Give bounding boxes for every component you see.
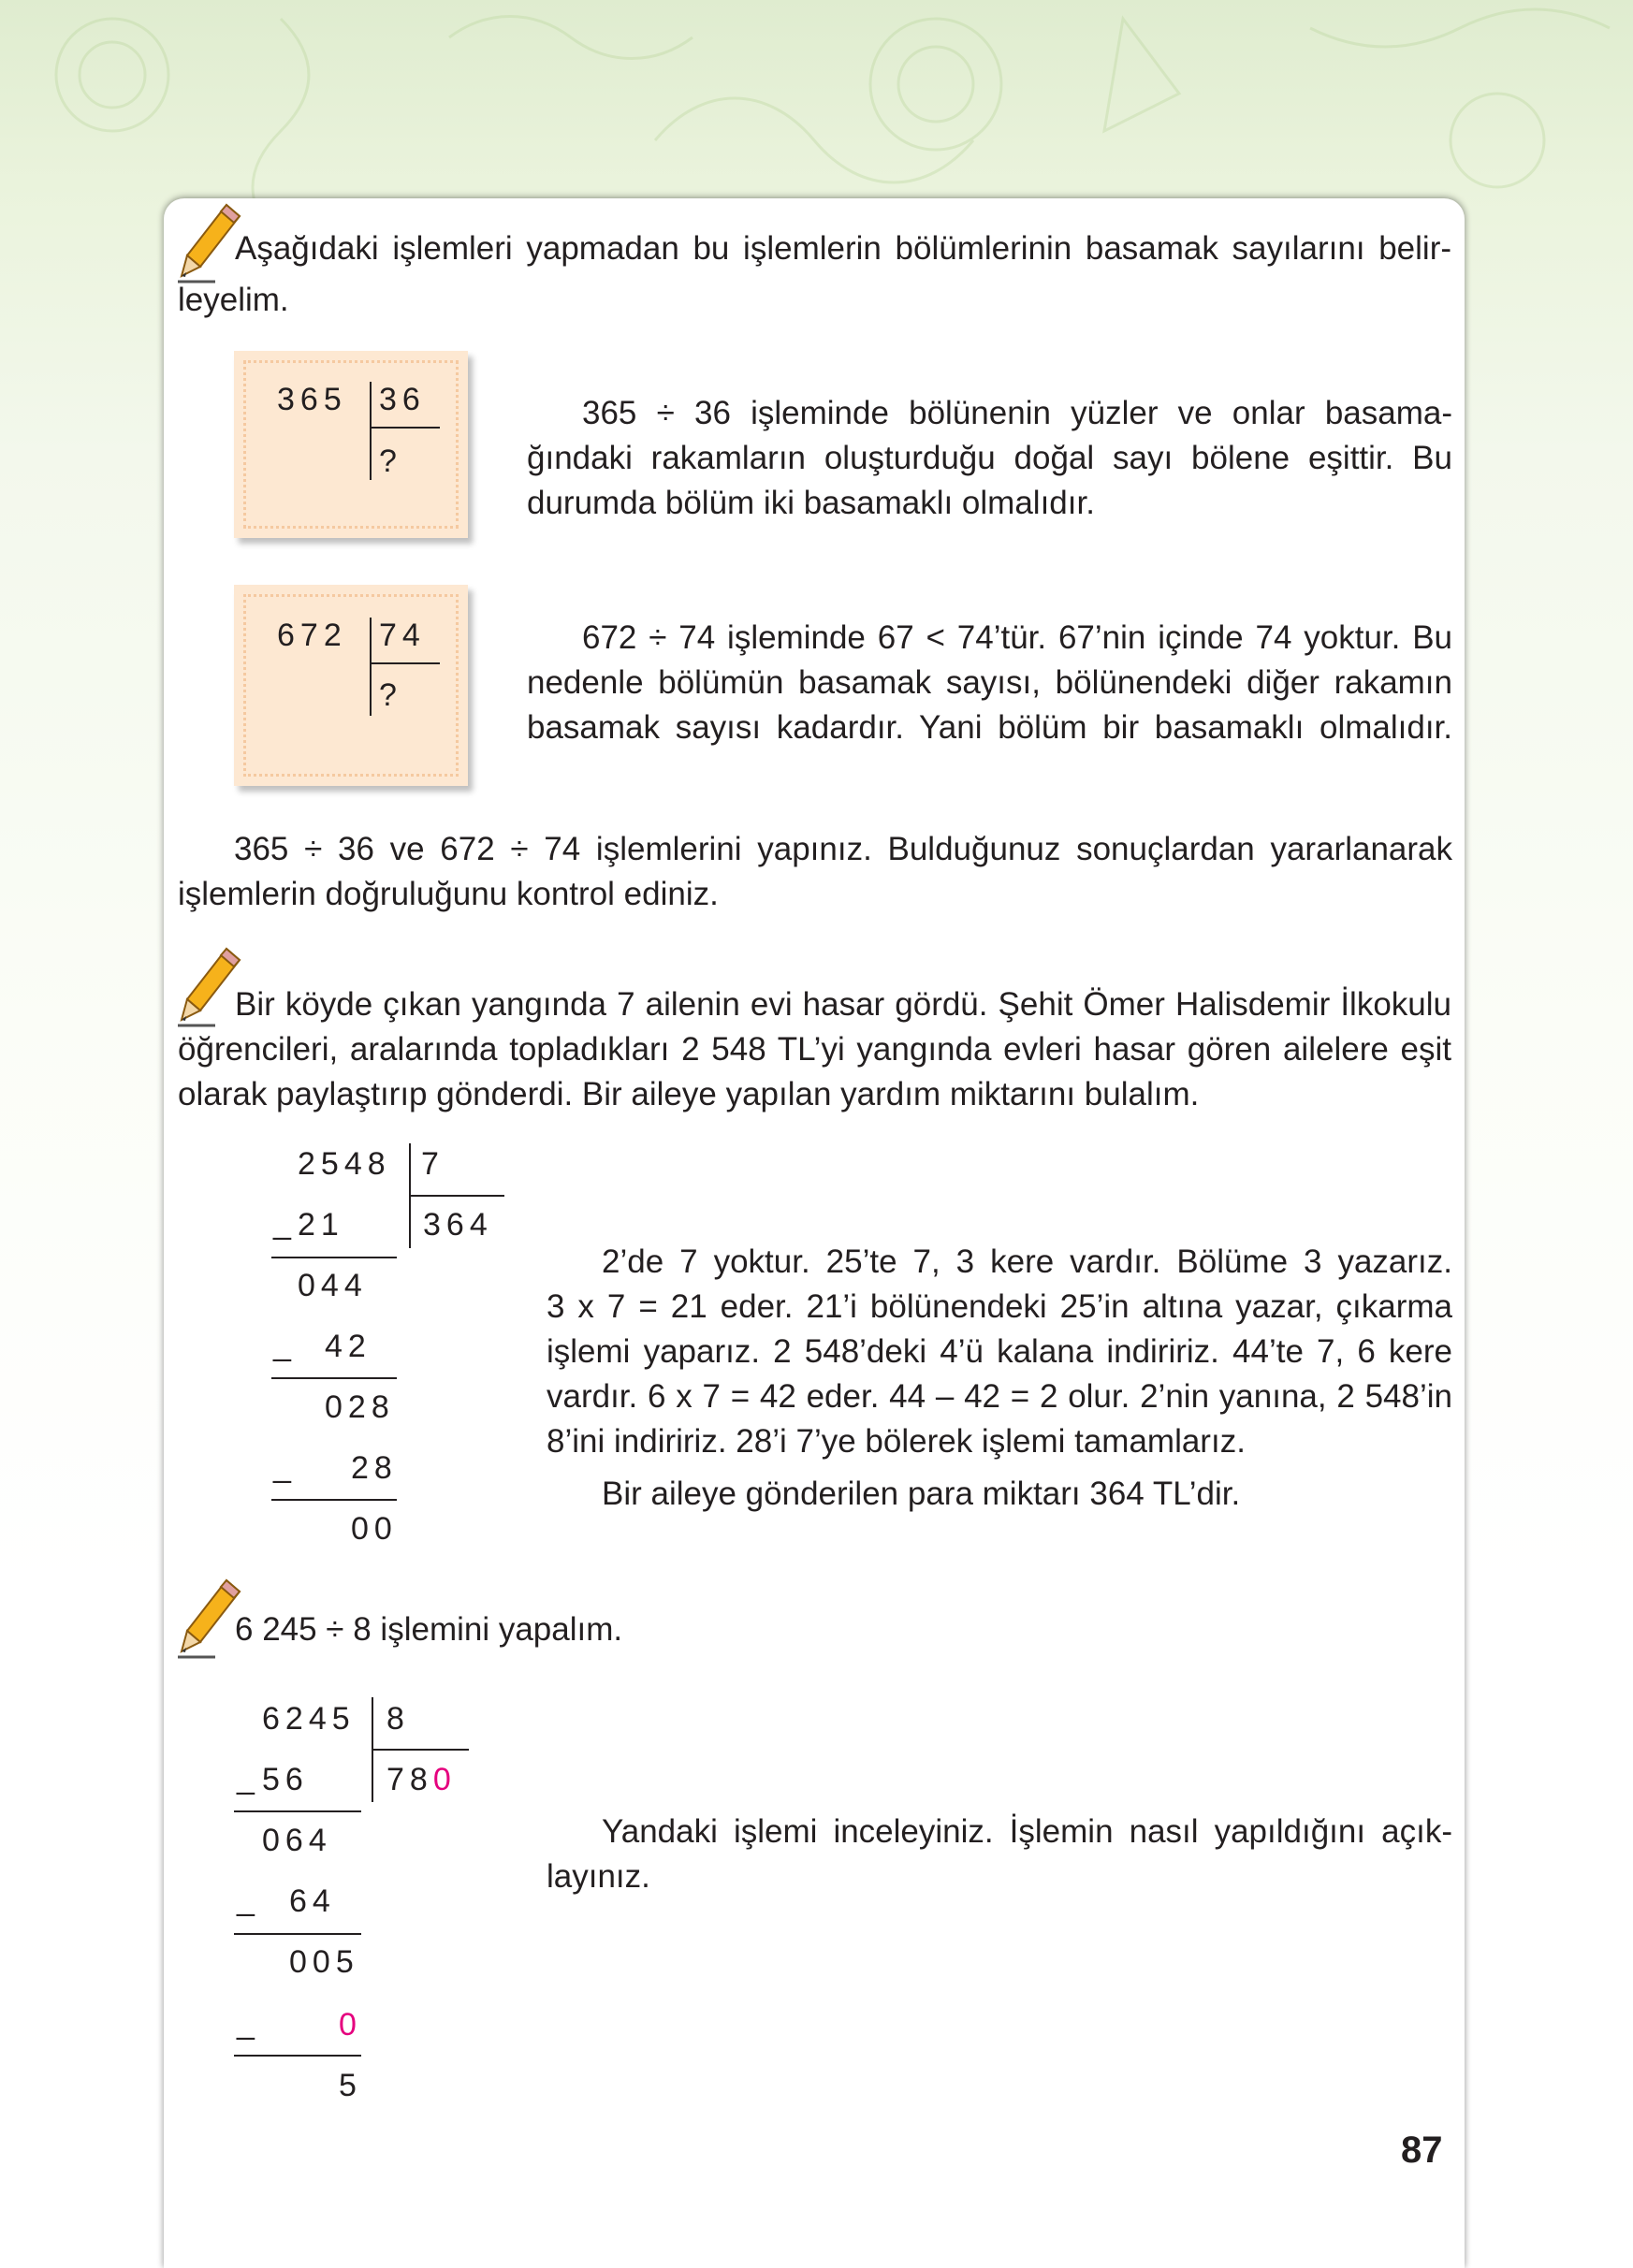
- minus-sign: _: [237, 2005, 260, 2041]
- example2-text-line2: nedenle bölümün basamak sayısı, bölünendeki diğer rakamın: [527, 664, 1452, 701]
- section2-problem-line1: Bir köyde çıkan yangında 7 ailenin evi hasar gördü. Şehit Ömer Halisdemir İlkokulu: [235, 986, 1451, 1023]
- explanation-line1: 2’de 7 yoktur. 25’te 7, 3 kere vardır. Bölüme 3 yazarız.: [602, 1243, 1452, 1280]
- division-line: [234, 2055, 361, 2057]
- example2-divisor: 74: [379, 618, 426, 653]
- division3-step3-rem: 5: [339, 2068, 362, 2103]
- example2-box: [234, 585, 468, 786]
- division3-step1-rem: 064: [262, 1823, 332, 1858]
- example2-dividend: 672: [277, 618, 347, 653]
- division3-step1-sub: 56: [262, 1762, 309, 1797]
- division3-quotient: [386, 1762, 457, 1798]
- section1-intro-line1: Aşağıdaki işlemleri yapmadan bu işlemlerin bölümlerinin basamak sayılarını belir-: [235, 230, 1451, 267]
- division-line: [271, 1377, 397, 1379]
- example2-text-line3: basamak sayısı kadardır. Yani bölüm bir basamaklı olmalıdır.: [527, 709, 1452, 746]
- division-line: [271, 1499, 397, 1501]
- section1-task-line1: 365 ÷ 36 ve 672 ÷ 74 işlemlerini yapınız. Bulduğunuz sonuçlardan yararlanarak: [234, 831, 1452, 867]
- pencil-icon: [178, 945, 243, 1027]
- explanation-line5: 8’ini indiririz. 28’i 7’ye bölerek işlemi tamamlarız.: [547, 1423, 1246, 1460]
- example1-dividend: 365: [277, 382, 347, 417]
- division2-quotient: 364: [423, 1207, 493, 1243]
- example1-text-line1: 365 ÷ 36 işleminde bölünenin yüzler ve onlar basama-: [582, 395, 1452, 431]
- page-number: 87: [1401, 2130, 1443, 2171]
- division-line: [234, 1933, 361, 1935]
- minus-sign: _: [273, 1205, 297, 1241]
- division2-divisor: 7: [421, 1146, 445, 1182]
- division-bar: [370, 618, 372, 716]
- division-line: [409, 1195, 504, 1197]
- section2-problem-line3: olarak paylaştırıp gönderdi. Bir aileye yapılan yardım miktarını bulalım.: [178, 1076, 1200, 1112]
- pencil-icon: [178, 1577, 243, 1659]
- background-doodle: [0, 0, 1633, 225]
- division2-step3-rem: 00: [351, 1511, 398, 1547]
- division2-step2-sub: 42: [325, 1329, 372, 1364]
- division-line: [370, 427, 440, 429]
- division2-dividend: 2548: [298, 1146, 391, 1182]
- division3-quotient-main: 78: [386, 1762, 433, 1797]
- section2-problem-line2: öğrencileri, aralarında topladıkları 2 548 TL’yi yangında evleri hasar gören ailelere eşit: [178, 1031, 1451, 1068]
- instruction-line2: layınız.: [547, 1858, 650, 1895]
- division-line: [372, 1749, 469, 1751]
- explanation-line4: vardır. 6 x 7 = 42 eder. 44 – 42 = 2 olur. 2’nin yanına, 2 548’in: [547, 1378, 1452, 1415]
- division3-step3-sub: 0: [339, 2007, 362, 2043]
- division3-divisor: 8: [386, 1701, 410, 1737]
- explanation-line2: 3 x 7 = 21 eder. 21’i bölünendeki 25’in altına yazar, çıkarma: [547, 1288, 1452, 1325]
- explanation-line3: işlemi yaparız. 2 548’deki 4’ü kalana indiririz. 44’te 7, 6 kere: [547, 1333, 1452, 1370]
- division3-step2-sub: 64: [289, 1883, 336, 1919]
- division-line: [271, 1257, 397, 1258]
- example1-quotient: ?: [379, 443, 402, 479]
- division3-dividend: 6245: [262, 1701, 356, 1737]
- instruction-line1: Yandaki işlemi inceleyiniz. İşlemin nasıl yapıldığını açık-: [602, 1813, 1452, 1850]
- pencil-icon: [178, 201, 243, 284]
- section1-task-line2: işlemlerin doğruluğunu kontrol ediniz.: [178, 876, 719, 912]
- example1-text-line2: ğındaki rakamların oluşturduğu doğal sayı bölene eşittir. Bu: [527, 440, 1452, 476]
- division-line: [234, 1810, 361, 1812]
- division3-step2-rem: 005: [289, 1944, 359, 1980]
- minus-sign: _: [237, 1882, 260, 1917]
- division2-step3-sub: 28: [351, 1450, 398, 1486]
- division-bar: [370, 382, 372, 480]
- section2-conclusion: Bir aileye gönderilen para miktarı 364 TL’dir.: [602, 1476, 1241, 1512]
- minus-sign: _: [273, 1448, 297, 1484]
- example1-box: [234, 351, 468, 538]
- minus-sign: _: [237, 1760, 260, 1796]
- division2-step2-rem: 028: [325, 1389, 395, 1425]
- division-line: [370, 662, 440, 664]
- section3-title: 6 245 ÷ 8 işlemini yapalım.: [235, 1611, 623, 1648]
- division2-step1-sub: 21: [298, 1207, 344, 1243]
- example2-quotient: ?: [379, 677, 402, 713]
- example1-text-line3: durumda bölüm iki basamaklı olmalıdır.: [527, 485, 1095, 521]
- division3-quotient-zero: 0: [432, 1762, 457, 1797]
- example2-text-line1: 672 ÷ 74 işleminde 67 < 74’tür. 67’nin içinde 74 yoktur. Bu: [582, 619, 1452, 656]
- section1-intro-line2: leyelim.: [178, 282, 289, 318]
- example1-divisor: 36: [379, 382, 426, 417]
- minus-sign: _: [273, 1327, 297, 1362]
- division2-step1-rem: 044: [298, 1268, 368, 1303]
